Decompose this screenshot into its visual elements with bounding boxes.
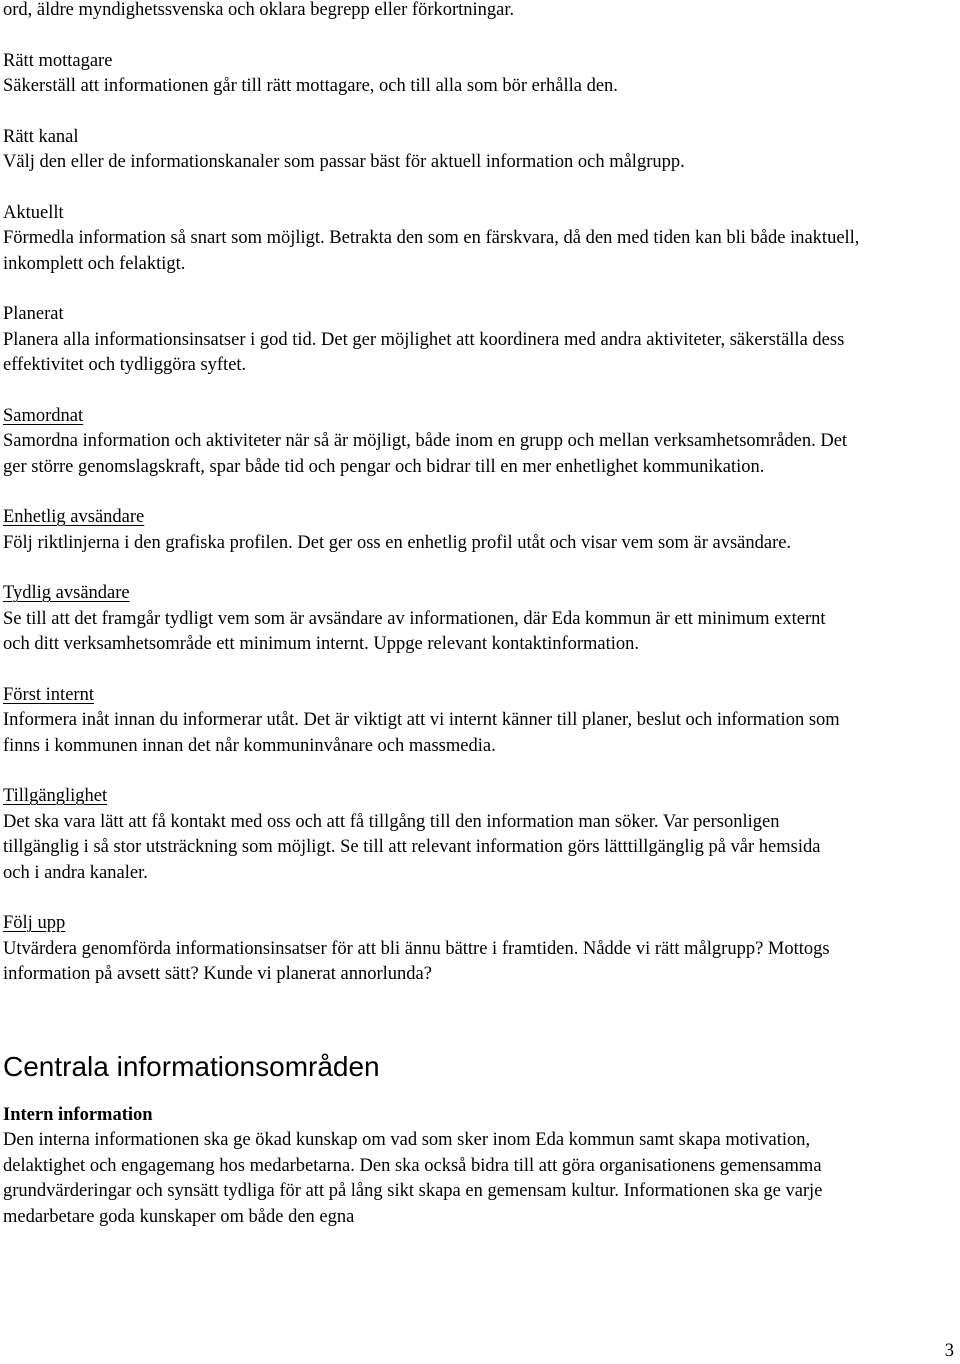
item-heading: Rätt mottagare [3, 50, 113, 71]
item-heading: Planerat [3, 304, 64, 324]
item-text: Samordna information och aktiviteter när så är möjligt, både inom en grupp och mellan verksamhetsområden. Det ger större genomslagskraft, spar både tid och pengar och bidrar till en mer enhetlighet kommunikation. [3, 431, 848, 477]
item-text: Säkerställ att informationen går till rätt mottagare, och till alla som bör erhålla den. [3, 76, 618, 96]
item-heading: Följ upp [3, 913, 66, 933]
item-heading: Först internt [3, 684, 94, 705]
intro-line: ord, äldre myndighetssvenska och oklara begrepp eller förkortningar. [3, 0, 515, 20]
item-ratt-mottagare [3, 49, 923, 100]
item-forst-internt [3, 683, 923, 760]
page-content [3, 0, 923, 1230]
item-text: Utvärdera genomförda informationsinsatser för att bli ännu bättre i framtiden. Nådde vi rätt målgrupp? Mottogs information på avsett sätt? Kunde vi planerat annorlunda? [3, 938, 830, 984]
item-enhetlig-avsandare [3, 505, 923, 556]
item-tillganglighet [3, 784, 923, 886]
item-ratt-kanal [3, 125, 923, 176]
item-text: Följ riktlinjerna i den grafiska profilen. Det ger oss en enhetlig profil utåt och visar vem som är avsändare. [3, 532, 792, 553]
item-heading: Rätt kanal [3, 126, 79, 147]
item-text: Se till att det framgår tydligt vem som är avsändare av informationen, där Eda kommun är ett minimum externt och ditt verksamhetsområde ett minimum internt. Uppge relevant kontaktinformation. [3, 608, 826, 654]
section-title: Centrala informationsområden [3, 1050, 380, 1082]
item-heading: Enhetlig avsändare [3, 507, 145, 527]
item-samordnat [3, 404, 923, 481]
item-tydlig-avsandare [3, 581, 923, 658]
item-heading: Tydlig avsändare [3, 583, 130, 603]
item-text: Informera inåt innan du informerar utåt. Det är viktigt att vi internt känner till planer, beslut och information som finns i kommunen innan det når kommuninvånare och massmedia. [3, 710, 840, 756]
subsection-intern-information [3, 1103, 923, 1231]
item-heading: Aktuellt [3, 202, 64, 223]
item-planerat [3, 302, 923, 379]
item-text: Det ska vara lätt att få kontakt med oss och att få tillgång till den information man söker. Var personligen tillgänglig i så stor utsträckning som möjligt. Se till att relevant information görs lätttillgänglig på vår hemsida och i andra kanaler. [3, 811, 821, 883]
subsection-heading: Intern information [3, 1104, 153, 1125]
item-heading: Samordnat [3, 405, 84, 426]
item-text: Välj den eller de informationskanaler som passar bäst för aktuell information och målgrupp. [3, 152, 685, 172]
subsection-text: Den interna informationen ska ge ökad kunskap om vad som sker inom Eda kommun samt skapa motivation, delaktighet och engagemang hos medarbetarna. Den ska också bidra till att göra organisationens gemensamma grundvärderingar och synsätt tydliga för att på lång sikt skapa en gemensam kultur. Informationen ska ge varje medarbetare goda kunskaper om både den egna [3, 1130, 823, 1227]
item-text: Planera alla informationsinsatser i god tid. Det ger möjlighet att koordinera med andra aktiviteter, säkerställa dess effektivitet och tydliggöra syftet. [3, 329, 845, 375]
page-number: 3 [944, 1341, 954, 1361]
item-folj-upp [3, 911, 923, 988]
item-aktuellt [3, 201, 923, 278]
item-heading: Tillgänglighet [3, 786, 108, 806]
item-text: Förmedla information så snart som möjligt. Betrakta den som en färskvara, då den med tiden kan bli både inaktuell, inkomplett och felaktigt. [3, 228, 860, 274]
